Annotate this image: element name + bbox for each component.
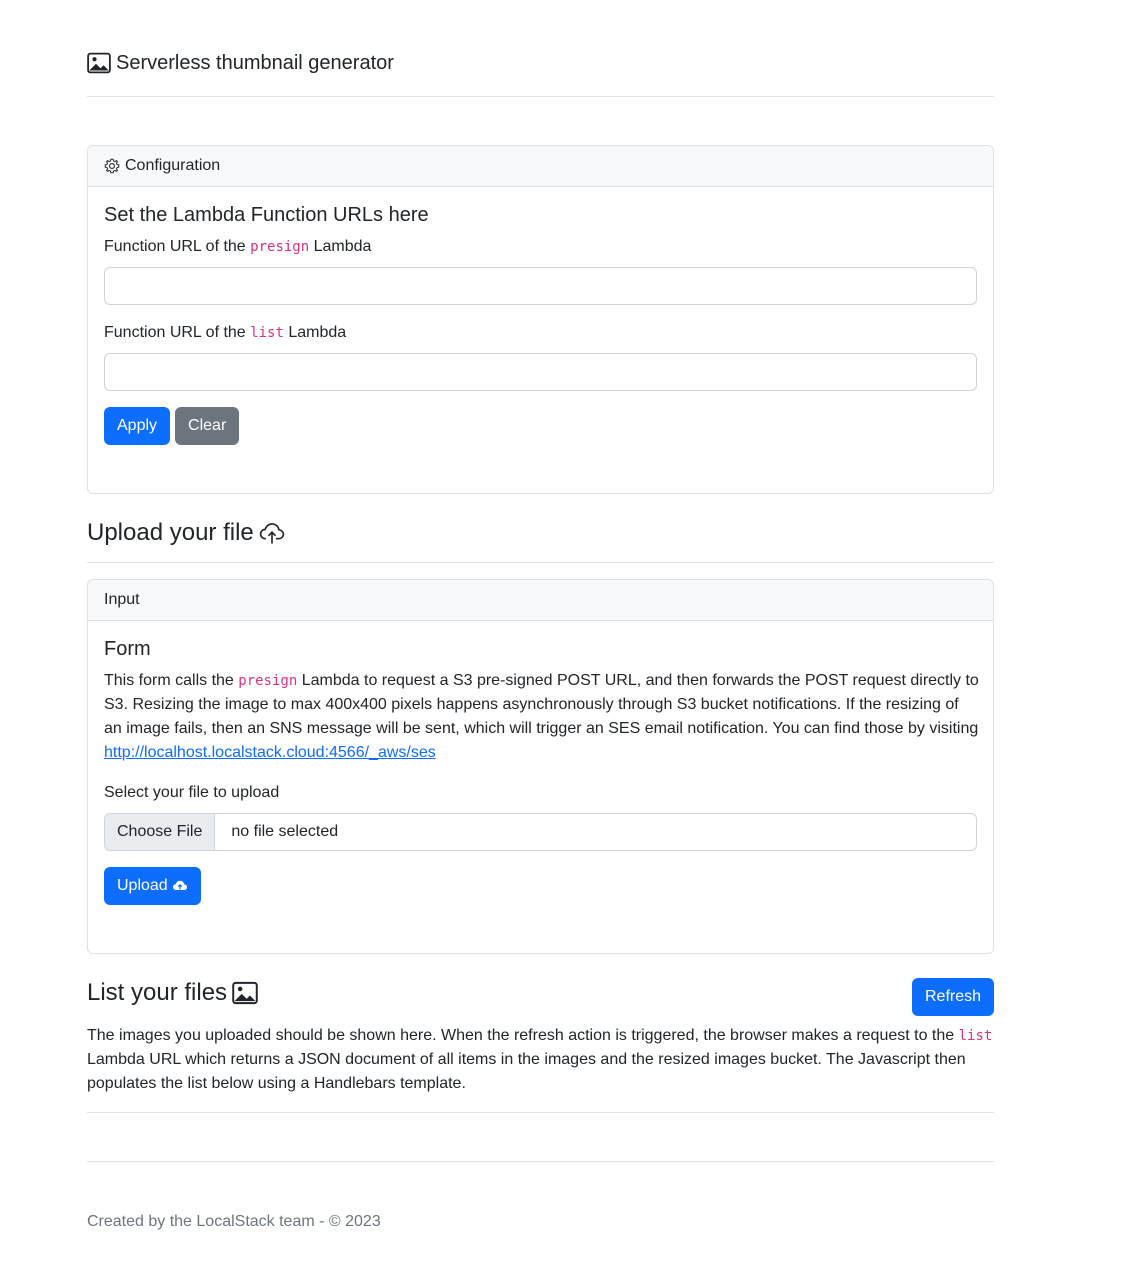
upload-divider — [87, 562, 994, 563]
upload-button-label: Upload — [117, 877, 168, 894]
apply-button[interactable]: Apply — [104, 407, 170, 445]
upload-desc-code: presign — [238, 673, 298, 689]
list-desc-post: Lambda URL which returns a JSON document of all items in the images and the resized images bucket. The Javascript then populates the list below using a Handlebars template. — [87, 1051, 966, 1092]
list-description — [87, 1024, 994, 1096]
upload-desc-pre: This form calls the — [104, 672, 239, 689]
input-card-body — [88, 621, 993, 921]
image-icon — [232, 980, 258, 1006]
upload-desc-post: Lambda to request a S3 pre-signed POST URL, and then forwards the POST request directly to S3. Resizing the image to max 400x400 pixels happens asynchronously through S3 bucket notifications. If the resizing of an image fails, then an SNS message will be sent, which will trigger an SES email notification. You can find those by visiting — [104, 672, 979, 737]
input-card-title: Input — [104, 591, 140, 608]
configuration-card — [87, 145, 994, 494]
presign-url-label — [104, 235, 977, 259]
gear-icon — [104, 158, 120, 174]
footer-divider — [87, 1161, 994, 1162]
list-desc-pre: The images you uploaded should be shown here. When the refresh action is triggered, the browser makes a request to the — [87, 1027, 959, 1044]
presign-label-text-pre: Function URL of the — [104, 238, 251, 255]
image-icon — [87, 51, 111, 75]
refresh-button[interactable]: Refresh — [912, 978, 994, 1016]
choose-file-button[interactable]: Choose File — [105, 814, 215, 850]
ses-link[interactable]: http://localhost.localstack.cloud:4566/_aws/ses — [104, 744, 436, 761]
list-section-title-text: List your files — [87, 979, 228, 1006]
footer-text: Created by the LocalStack team - © 2023 — [87, 1213, 381, 1230]
cloud-upload-fill-icon — [172, 878, 188, 894]
list-url-input[interactable] — [104, 353, 977, 391]
list-label-text-pre: Function URL of the — [104, 324, 251, 341]
configuration-card-title: Configuration — [125, 157, 221, 174]
clear-button[interactable]: Clear — [175, 407, 239, 445]
app-header — [87, 48, 994, 97]
presign-label-text-post: Lambda — [309, 238, 372, 255]
form-heading: Form — [104, 638, 151, 660]
list-label-text-post: Lambda — [283, 324, 347, 341]
input-card-header — [88, 580, 993, 621]
configuration-card-header — [88, 146, 993, 187]
file-input[interactable] — [104, 813, 977, 851]
upload-buttons — [104, 867, 977, 905]
upload-button[interactable] — [104, 867, 201, 905]
presign-url-input[interactable] — [104, 267, 977, 305]
upload-section-title-text: Upload your file — [87, 519, 254, 546]
config-buttons — [104, 407, 977, 445]
list-code: list — [250, 325, 284, 341]
file-status: no file selected — [231, 823, 339, 840]
upload-section-title — [87, 518, 285, 547]
upload-description — [104, 669, 979, 765]
cloud-upload-icon — [259, 520, 285, 546]
file-label: Select your file to upload — [104, 784, 280, 801]
list-url-label — [104, 321, 977, 345]
list-divider — [87, 1112, 994, 1113]
presign-code: presign — [250, 239, 310, 255]
list-section-title — [87, 978, 258, 1007]
list-desc-code: list — [958, 1028, 993, 1044]
input-card — [87, 579, 994, 954]
app-title: Serverless thumbnail generator — [116, 52, 394, 74]
configuration-heading: Set the Lambda Function URLs here — [104, 204, 429, 226]
configuration-card-body — [88, 187, 993, 461]
